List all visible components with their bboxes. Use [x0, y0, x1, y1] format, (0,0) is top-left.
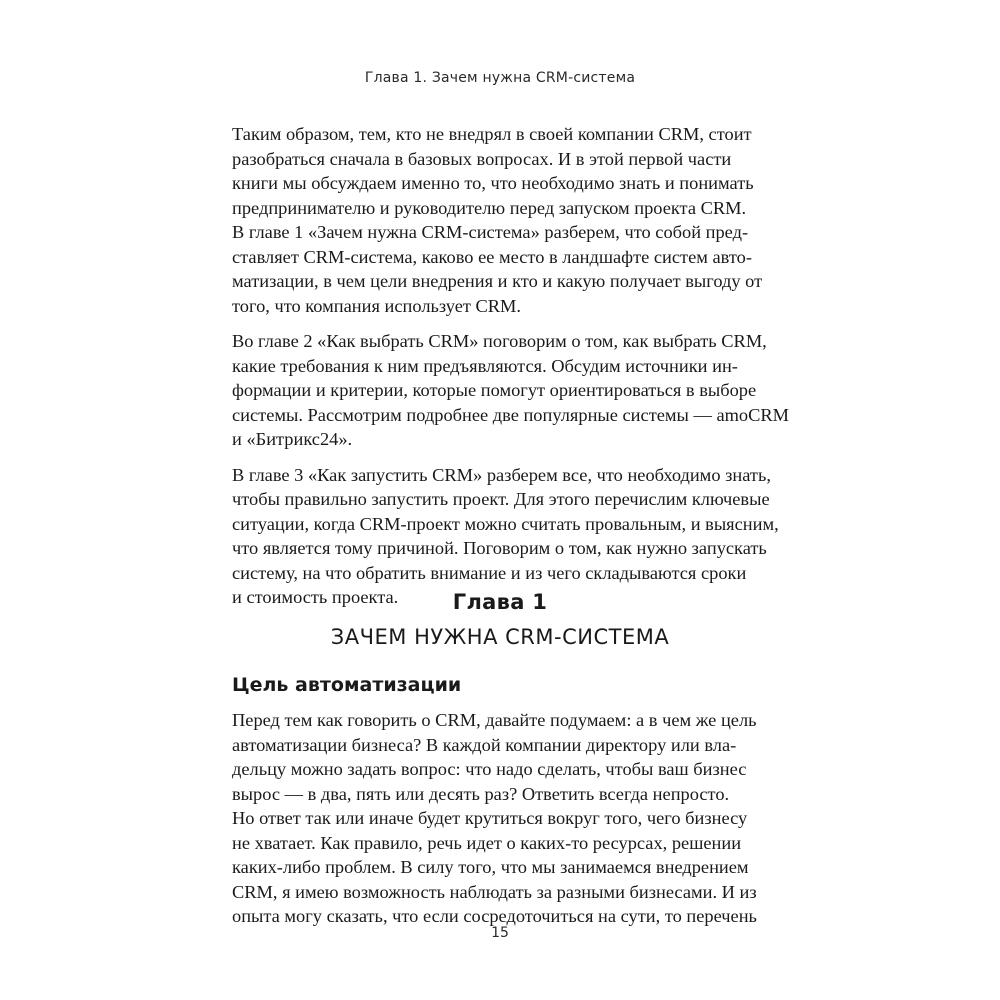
- text-line: В главе 3 «Как запустить CRM» разберем все, что необходимо знать,: [232, 464, 771, 485]
- paragraph: [232, 329, 790, 452]
- text-line: CRM, я имею возможность наблюдать за разными бизнесами. И из: [232, 881, 757, 902]
- text-line: вырос — в два, пять или десять раз? Ответить всегда непросто.: [232, 783, 730, 804]
- text-line: книги мы обсуждаем именно то, что необходимо знать и понимать: [232, 173, 754, 193]
- paragraph: [232, 122, 763, 318]
- text-line: системы. Рассмотрим подробнее две популярные системы — amoCRM: [232, 404, 790, 425]
- text-line: автоматизации бизнеса? В каждой компании директору или вла-: [232, 734, 737, 755]
- chapter-title: ЗАЧЕМ НУЖНА CRM-СИСТЕМА: [330, 625, 670, 649]
- text-line: Таким образом, тем, кто не внедрял в своей компании CRM, стоит: [232, 124, 752, 144]
- text-line: и «Битрикс24».: [232, 429, 353, 449]
- text-line: ситуации, когда CRM-проект можно считать провальным, и выясним,: [232, 513, 779, 534]
- text-line: систему, на что обратить внимание и из чего складываются сроки: [232, 562, 747, 583]
- text-line: того, что компания использует CRM.: [232, 295, 522, 316]
- text-line: матизации, в чем цели внедрения и кто и какую получает выгоду от: [232, 271, 763, 291]
- page-number: 15: [491, 925, 509, 941]
- running-head: Глава 1. Зачем нужна CRM-система: [364, 70, 636, 86]
- text-line: не хватает. Как правило, речь идет о каких-то ресурсах, решении: [232, 832, 742, 853]
- intro-text: [232, 122, 790, 621]
- text-line: и стоимость проекта.: [232, 587, 399, 607]
- text-line: каких-либо проблем. В силу того, что мы занимаемся внедрением: [232, 857, 749, 877]
- text-line: что является тому причиной. Поговорим о том, как нужно запускать: [232, 538, 767, 558]
- text-line: ставляет CRM-система, каково ее место в ландшафте систем авто-: [232, 246, 752, 267]
- text-line: дельцу можно задать вопрос: что надо сделать, чтобы ваш бизнес: [232, 759, 747, 779]
- section-heading: Цель автоматизации: [232, 674, 462, 696]
- text-line: Перед тем как говорить о CRM, давайте подумаем: а в чем же цель: [232, 710, 757, 730]
- text-line: опыта могу сказать, что если сосредоточиться на сути, то перечень: [232, 906, 757, 926]
- paragraph: [232, 708, 757, 929]
- text-line: формации и критерии, которые помогут ориентироваться в выборе: [232, 380, 757, 400]
- text-line: предпринимателю и руководителю перед запуском проекта CRM.: [232, 197, 747, 218]
- text-line: какие требования к ним предъявляются. Обсудим источники ин-: [232, 355, 738, 376]
- text-line: чтобы правильно запустить проект. Для этого перечислим ключевые: [232, 489, 770, 509]
- text-line: В главе 1 «Зачем нужна CRM-система» разберем, что собой пред-: [232, 222, 749, 242]
- text-line: Но ответ так или иначе будет крутиться вокруг того, чего бизнесу: [232, 808, 748, 828]
- text-line: разобраться сначала в базовых вопросах. И в этой первой части: [232, 148, 732, 169]
- chapter-label: Глава 1: [452, 590, 548, 614]
- body-text: [232, 708, 757, 929]
- paragraph: [232, 463, 779, 610]
- text-line: Во главе 2 «Как выбрать CRM» поговорим о том, как выбрать CRM,: [232, 331, 767, 351]
